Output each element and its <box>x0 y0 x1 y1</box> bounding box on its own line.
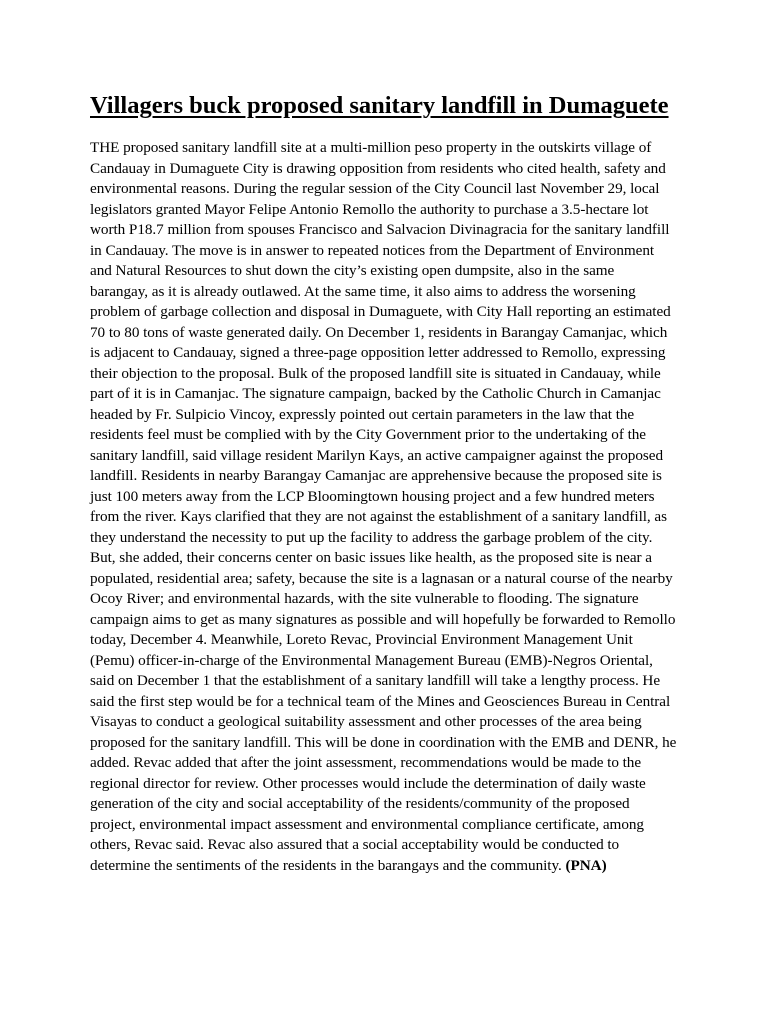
body-line: in Candauay. The move is in answer to repeated notices from the Department of Environment <box>90 241 655 259</box>
body-line: campaign aims to get as many signatures as possible and will hopefully be forwarded to Remollo <box>90 610 676 628</box>
body-line: worth P18.7 million from spouses Francisco and Salvacion Divinagracia for the sanitary landfill <box>90 221 670 238</box>
body-line: generation of the city and social acceptability of the residents/community of the proposed <box>90 795 630 812</box>
body-line: others, Revac said. Revac also assured that a social acceptability would be conducted to <box>90 836 620 853</box>
article-body <box>90 138 690 876</box>
source-credit: (PNA) <box>565 856 607 874</box>
body-line: they understand the necessity to put up the facility to address the garbage problem of the city. <box>90 528 653 546</box>
body-line: proposed for the sanitary landfill. This will be done in coordination with the EMB and DENR, he <box>90 733 677 751</box>
body-line: just 100 meters away from the LCP Bloomingtown housing project and a few hundred meters <box>90 487 655 505</box>
body-line: Visayas to conduct a geological suitability assessment and other processes of the area being <box>90 713 642 730</box>
body-line: added. Revac added that after the joint assessment, recommendations would be made to the <box>90 754 642 771</box>
body-line: part of it is in Camanjac. The signature campaign, backed by the Catholic Church in Camanjac <box>90 385 661 402</box>
body-line: (Pemu) officer-in-charge of the Environmental Management Bureau (EMB)-Negros Oriental, <box>90 651 653 669</box>
body-line: THE proposed sanitary landfill site at a multi-million peso property in the outskirts village of <box>90 139 652 156</box>
body-line: from the river. Kays clarified that they are not against the establishment of a sanitary landfill, as <box>90 508 667 525</box>
body-line: regional director for review. Other processes would include the determination of daily waste <box>90 774 646 792</box>
body-line: sanitary landfill, said village resident Marilyn Kays, an active campaigner against the proposed <box>90 446 663 464</box>
article-title: Villagers buck proposed sanitary landfill in Dumaguete <box>90 92 669 119</box>
body-line: landfill. Residents in nearby Barangay Camanjac are apprehensive because the proposed site is <box>90 467 662 484</box>
body-line: barangay, as it is already outlawed. At the same time, it also aims to address the worsening <box>90 282 636 300</box>
body-line: is adjacent to Candauay, signed a three-page opposition letter addressed to Remollo, expressing <box>90 344 666 361</box>
body-line-last <box>90 856 690 877</box>
body-line: environmental reasons. During the regular session of the City Council last November 29, local <box>90 180 660 197</box>
last-line-text: determine the sentiments of the residents in the barangays and the community. <box>90 856 562 874</box>
body-line: residents feel must be complied with by the City Government prior to the undertaking of the <box>90 426 646 443</box>
body-line: project, environmental impact assessment and environmental compliance certificate, among <box>90 815 644 833</box>
body-line: today, December 4. Meanwhile, Loreto Revac, Provincial Environment Management Unit <box>90 631 633 648</box>
body-line: their objection to the proposal. Bulk of the proposed landfill site is situated in Candauay, while <box>90 364 661 382</box>
body-line: said on December 1 that the establishment of a sanitary landfill will take a lengthy process. He <box>90 672 661 689</box>
body-line: 70 to 80 tons of waste generated daily. On December 1, residents in Barangay Camanjac, which <box>90 323 668 341</box>
body-line: Ocoy River; and environmental hazards, with the site vulnerable to flooding. The signature <box>90 590 639 607</box>
body-line: But, she added, their concerns center on basic issues like health, as the proposed site is near a <box>90 549 652 566</box>
body-line: and Natural Resources to shut down the city’s existing open dumpsite, also in the same <box>90 262 615 279</box>
body-line: populated, residential area; safety, because the site is a lagnasan or a natural course of the nearby <box>90 569 673 587</box>
body-line: legislators granted Mayor Felipe Antonio Remollo the authority to purchase a 3.5-hectare lot <box>90 200 649 218</box>
body-line: problem of garbage collection and disposal in Dumaguete, with City Hall reporting an estimated <box>90 303 671 320</box>
body-line: said the first step would be for a technical team of the Mines and Geosciences Bureau in Central <box>90 692 671 710</box>
body-line: headed by Fr. Sulpicio Vincoy, expressly pointed out certain parameters in the law that the <box>90 405 635 423</box>
body-line: Candauay in Dumaguete City is drawing opposition from residents who cited health, safety and <box>90 159 666 177</box>
